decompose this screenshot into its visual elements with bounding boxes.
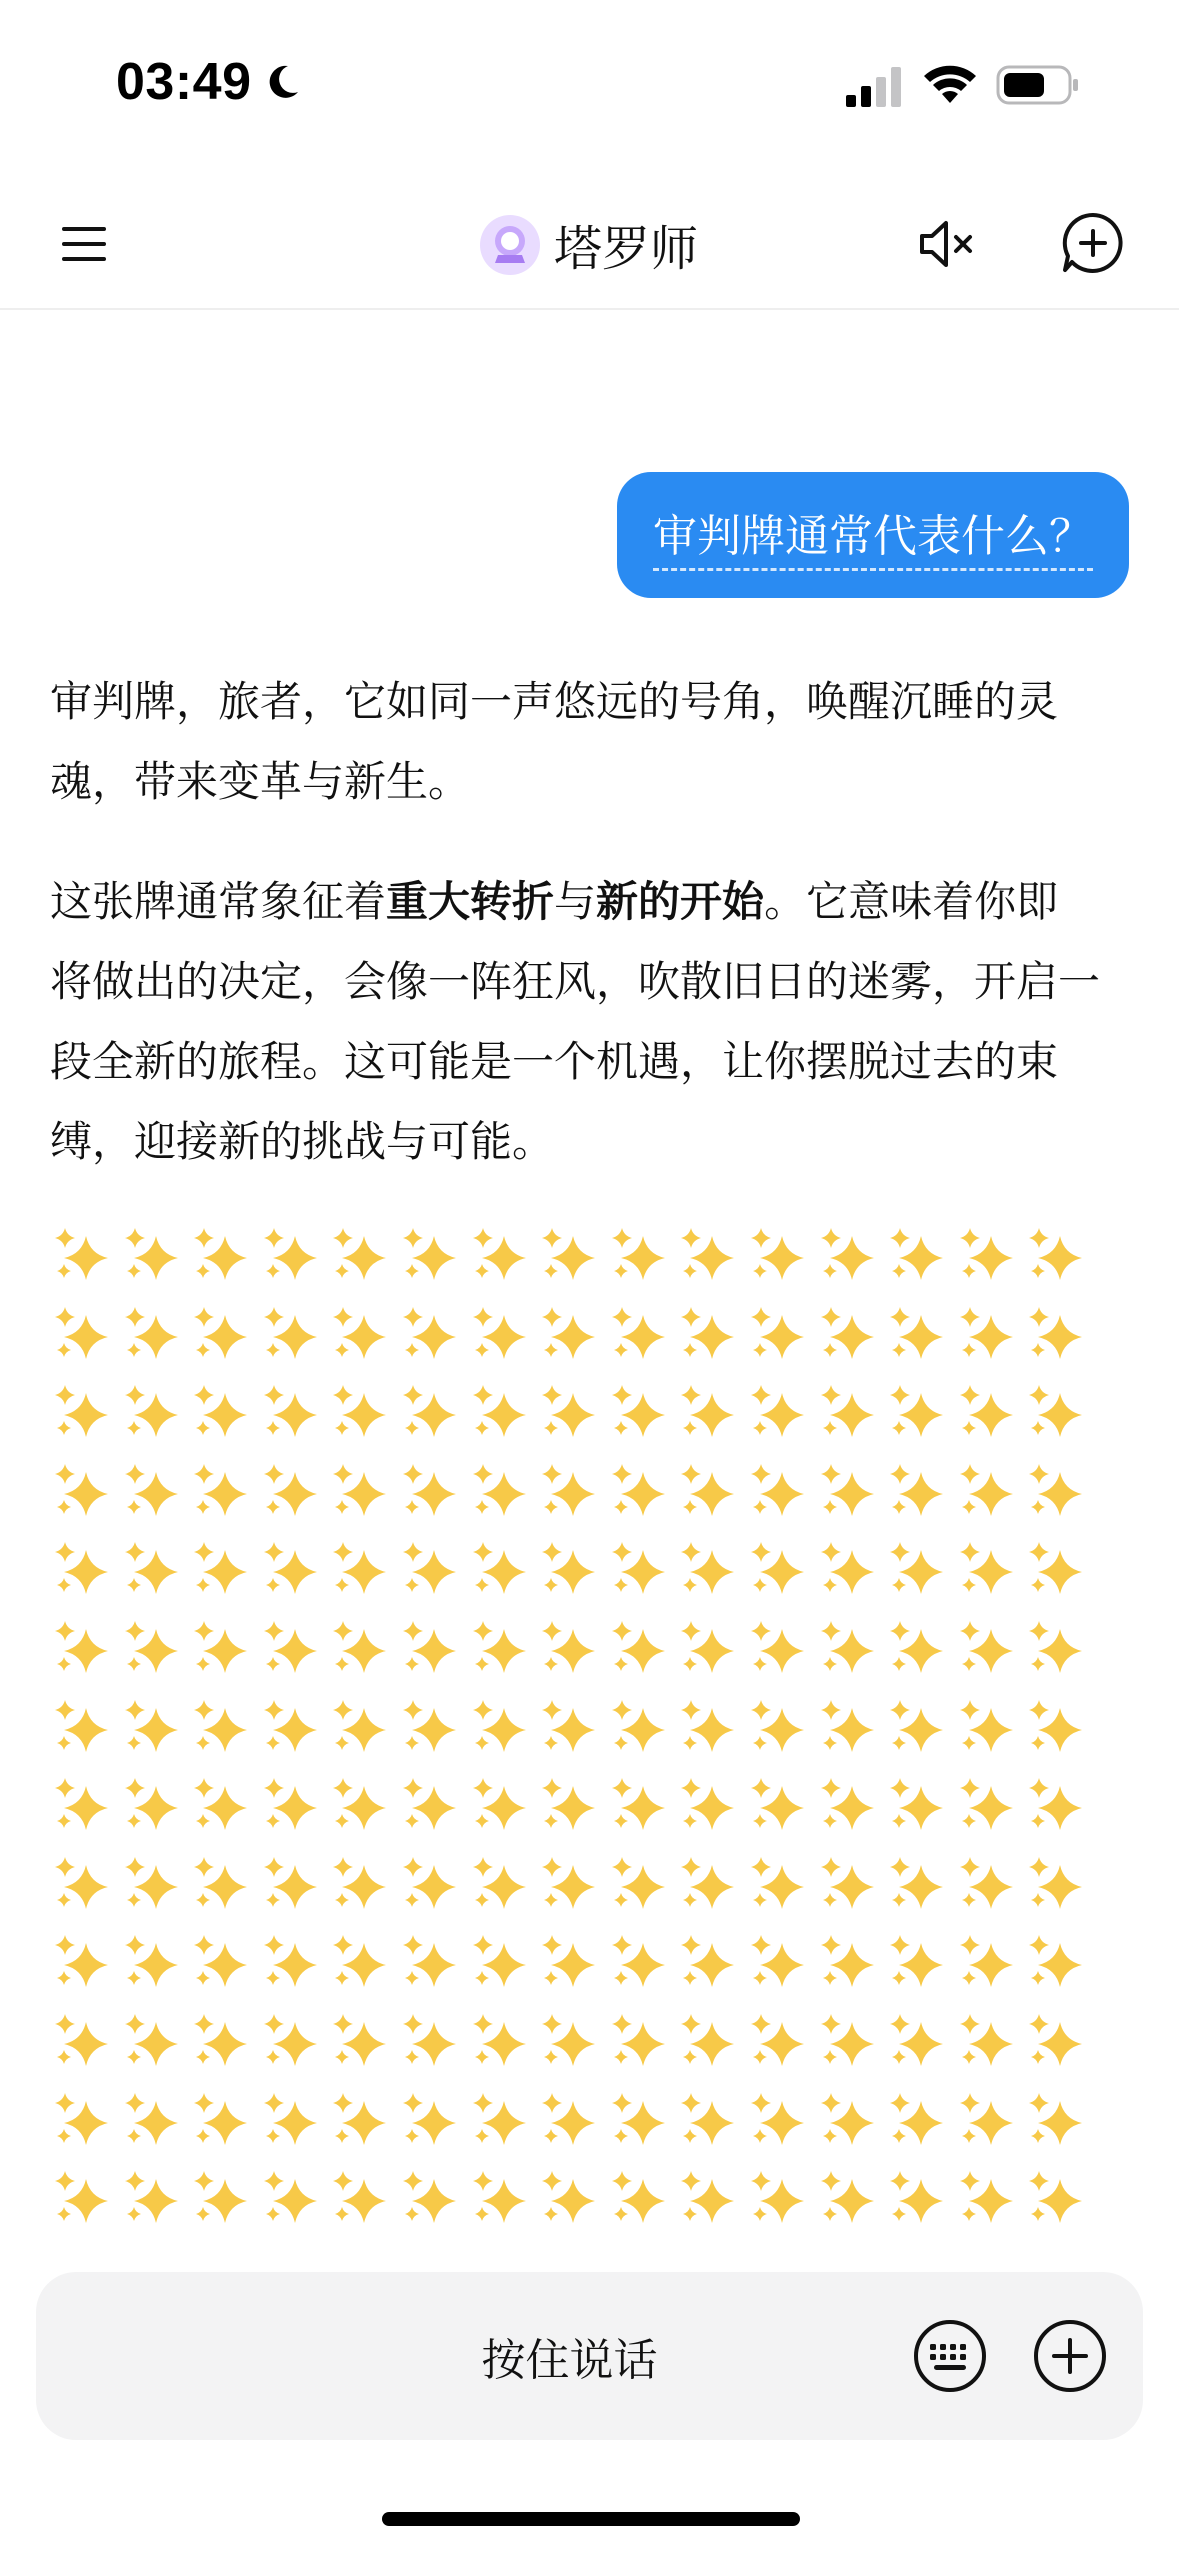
sparkle-icon — [328, 1538, 390, 1600]
sparkle-icon — [885, 1381, 947, 1443]
sparkle-icon — [676, 2167, 738, 2229]
sparkle-icon — [746, 1853, 808, 1915]
sparkle-icon — [885, 1224, 947, 1286]
sparkle-icon — [746, 1617, 808, 1679]
sparkle-icon — [885, 1853, 947, 1915]
sparkle-icon — [50, 1931, 112, 1993]
sparkle-icon — [816, 1538, 878, 1600]
sparkle-icon — [259, 1538, 321, 1600]
sparkle-icon — [885, 1303, 947, 1365]
sparkle-icon — [189, 1224, 251, 1286]
sparkle-icon — [120, 1303, 182, 1365]
sparkle-icon — [398, 1381, 460, 1443]
sparkle-icon — [50, 2010, 112, 2072]
sparkle-icon — [328, 1696, 390, 1758]
sparkle-icon — [120, 1538, 182, 1600]
sparkle-icon — [189, 1303, 251, 1365]
sparkle-icon — [259, 1224, 321, 1286]
sparkle-icon — [955, 1224, 1017, 1286]
sparkle-icon — [676, 2089, 738, 2151]
sparkle-icon — [537, 1381, 599, 1443]
menu-icon[interactable] — [58, 218, 110, 270]
sparkle-icon — [468, 1931, 530, 1993]
sparkle-icon — [676, 1460, 738, 1522]
sparkle-icon — [398, 1460, 460, 1522]
sparkle-icon — [328, 1931, 390, 1993]
sparkle-icon — [259, 1460, 321, 1522]
sparkle-icon — [607, 2167, 669, 2229]
sparkle-icon — [607, 1774, 669, 1836]
sparkle-icon — [537, 1224, 599, 1286]
sparkle-icon — [1024, 2167, 1086, 2229]
sparkle-icon — [955, 1931, 1017, 1993]
sparkle-icon — [537, 2167, 599, 2229]
sparkle-icon — [189, 1853, 251, 1915]
mute-icon[interactable] — [914, 212, 978, 276]
sparkle-icon — [607, 1460, 669, 1522]
sparkle-icon — [607, 1853, 669, 1915]
sparkle-icon — [537, 1696, 599, 1758]
sparkle-icon — [885, 1696, 947, 1758]
wifi-icon — [922, 62, 978, 106]
sparkle-icon — [1024, 1931, 1086, 1993]
sparkle-icon — [120, 1617, 182, 1679]
page-title: 塔罗师 — [554, 221, 699, 277]
sparkle-icon — [676, 2010, 738, 2072]
sparkle-icon — [50, 1696, 112, 1758]
sparkle-icon — [328, 1381, 390, 1443]
sparkle-icon — [816, 2010, 878, 2072]
sparkle-icon — [746, 1931, 808, 1993]
sparkle-icon — [607, 1617, 669, 1679]
sparkle-icon — [746, 2167, 808, 2229]
sparkle-icon — [120, 1381, 182, 1443]
sparkle-icon — [259, 1381, 321, 1443]
crystal-ball-icon — [478, 213, 542, 277]
sparkle-icon — [259, 2089, 321, 2151]
sparkle-icon — [816, 1853, 878, 1915]
sparkle-icon — [120, 1931, 182, 1993]
sparkle-icon — [398, 2089, 460, 2151]
sparkle-icon — [955, 1617, 1017, 1679]
sparkle-icon — [676, 1224, 738, 1286]
sparkle-icon — [607, 1538, 669, 1600]
status-time: 03:49 — [116, 53, 252, 111]
sparkle-icon — [398, 1303, 460, 1365]
sparkle-icon — [189, 2167, 251, 2229]
sparkle-icon — [468, 1381, 530, 1443]
sparkle-icon — [746, 1381, 808, 1443]
sparkle-icon — [537, 2089, 599, 2151]
sparkle-icon — [398, 1853, 460, 1915]
sparkle-icon — [537, 1617, 599, 1679]
sparkle-icon — [259, 2010, 321, 2072]
sparkle-icon — [537, 1538, 599, 1600]
sparkle-icon — [189, 1617, 251, 1679]
sparkle-icon — [398, 1224, 460, 1286]
home-indicator[interactable] — [382, 2512, 800, 2526]
sparkle-icon — [50, 2167, 112, 2229]
sparkle-icon — [816, 1224, 878, 1286]
moon-icon — [262, 62, 302, 102]
sparkle-icon — [885, 2089, 947, 2151]
sparkle-icon — [885, 1774, 947, 1836]
sparkle-icon — [398, 2010, 460, 2072]
sparkle-icon — [468, 2089, 530, 2151]
sparkle-icon — [328, 2089, 390, 2151]
sparkle-icon — [398, 1774, 460, 1836]
reply-text: 这张牌通常象征着 — [50, 877, 387, 926]
sparkle-icon — [955, 1853, 1017, 1915]
sparkle-icon — [50, 1381, 112, 1443]
reply-text: 。它意味着你即将做出的决定，会像一阵狂风，吹散旧日的迷雾，开启一段全新的旅程。这可能是一个机遇，让你摆脱过去的束缚，迎接新的挑战与可能。 — [50, 877, 1101, 1166]
sparkle-icon — [50, 1853, 112, 1915]
sparkle-icon — [1024, 1617, 1086, 1679]
sparkle-icon — [885, 2010, 947, 2072]
app-header — [0, 180, 1179, 310]
sparkle-icon — [189, 1774, 251, 1836]
sparkle-icon — [955, 1774, 1017, 1836]
sparkle-icon — [259, 1931, 321, 1993]
sparkle-icon — [398, 1538, 460, 1600]
sparkle-icon — [468, 1853, 530, 1915]
sparkle-icon — [537, 1460, 599, 1522]
sparkle-icon — [816, 1696, 878, 1758]
sparkle-icon — [120, 2167, 182, 2229]
sparkle-icon — [1024, 2010, 1086, 2072]
sparkle-icon — [676, 1617, 738, 1679]
reply-paragraph-2 — [50, 862, 1100, 1182]
sparkle-icon — [816, 1381, 878, 1443]
sparkle-icon — [607, 2089, 669, 2151]
sparkle-icon — [816, 1931, 878, 1993]
sparkle-icon — [189, 2010, 251, 2072]
sparkle-icon — [398, 1696, 460, 1758]
sparkle-icon — [537, 2010, 599, 2072]
sparkle-icon — [328, 1774, 390, 1836]
sparkle-icon — [885, 1617, 947, 1679]
signal-icon — [846, 67, 904, 107]
sparkle-icon — [537, 1774, 599, 1836]
sparkle-icon — [328, 1224, 390, 1286]
hold-to-talk-label: 按住说话 — [481, 2335, 658, 2386]
sparkle-icon — [189, 2089, 251, 2151]
sparkle-icon — [676, 1696, 738, 1758]
sparkle-icon — [746, 1774, 808, 1836]
sparkle-icon — [120, 1460, 182, 1522]
sparkle-icon — [955, 2010, 1017, 2072]
sparkle-icon — [1024, 1696, 1086, 1758]
reply-bold-text: 重大转折 — [386, 877, 555, 926]
sparkle-icon — [1024, 1460, 1086, 1522]
sparkle-icon — [607, 1303, 669, 1365]
sparkle-icon — [398, 1931, 460, 1993]
sparkle-icon — [50, 1303, 112, 1365]
sparkle-icon — [955, 1381, 1017, 1443]
reply-paragraph-1: 审判牌，旅者，它如同一声悠远的号角，唤醒沉睡的灵魂，带来变革与新生。 — [50, 677, 1059, 806]
sparkle-icon — [468, 1303, 530, 1365]
sparkle-icon — [259, 1303, 321, 1365]
sparkle-icon — [120, 1774, 182, 1836]
sparkle-icon — [955, 1460, 1017, 1522]
status-time-group — [116, 52, 302, 112]
sparkle-icon — [120, 1853, 182, 1915]
sparkle-icon — [328, 2010, 390, 2072]
sparkle-icon — [676, 1853, 738, 1915]
sparkle-icon — [816, 2089, 878, 2151]
sparkle-icon — [1024, 1381, 1086, 1443]
sparkle-icon — [468, 1696, 530, 1758]
sparkle-icon — [607, 1931, 669, 1993]
status-bar — [0, 0, 1179, 180]
keyboard-icon[interactable] — [912, 2318, 988, 2394]
sparkle-icon — [120, 1224, 182, 1286]
sparkle-icon — [328, 1853, 390, 1915]
sparkle-icon — [468, 1224, 530, 1286]
sparkle-icon — [746, 1696, 808, 1758]
sparkle-icon — [1024, 1853, 1086, 1915]
sparkle-icon — [885, 1460, 947, 1522]
sparkle-icon — [537, 1853, 599, 1915]
sparkle-icon — [50, 1224, 112, 1286]
plus-icon[interactable] — [1032, 2318, 1108, 2394]
new-chat-icon[interactable] — [1060, 210, 1126, 276]
sparkle-icon — [468, 2010, 530, 2072]
sparkle-icon — [816, 1617, 878, 1679]
sparkle-icon — [50, 2089, 112, 2151]
sparkle-icon — [468, 1774, 530, 1836]
reply-text: 与 — [554, 877, 597, 926]
sparkle-icon — [607, 1381, 669, 1443]
sparkle-icon — [50, 1774, 112, 1836]
sparkle-icon — [1024, 1224, 1086, 1286]
header-title-group[interactable] — [478, 210, 698, 279]
sparkle-icon — [746, 1460, 808, 1522]
sparkle-icon — [259, 1774, 321, 1836]
sparkle-icon — [746, 2010, 808, 2072]
sparkle-icon — [816, 2167, 878, 2229]
sparkle-icon — [676, 1931, 738, 1993]
sparkle-icon — [259, 1696, 321, 1758]
sparkle-icon — [328, 1460, 390, 1522]
sparkle-icon — [676, 1381, 738, 1443]
sparkle-icon — [955, 1696, 1017, 1758]
sparkle-icon — [746, 1538, 808, 1600]
sparkle-icon — [607, 1224, 669, 1286]
sparkle-icon — [189, 1460, 251, 1522]
sparkle-icon — [1024, 1303, 1086, 1365]
sparkle-icon — [50, 1538, 112, 1600]
sparkle-icon — [816, 1303, 878, 1365]
sparkle-icon — [607, 2010, 669, 2072]
sparkle-icon — [955, 2089, 1017, 2151]
sparkle-icon — [189, 1931, 251, 1993]
sparkle-icon — [328, 1303, 390, 1365]
sparkle-icon — [328, 2167, 390, 2229]
sparkle-icon — [468, 1617, 530, 1679]
sparkle-icon — [189, 1381, 251, 1443]
sparkle-icon — [607, 1696, 669, 1758]
sparkle-icon — [885, 2167, 947, 2229]
sparkle-icon — [746, 1303, 808, 1365]
input-bar — [36, 2272, 1143, 2440]
user-message-bubble[interactable] — [617, 472, 1129, 598]
user-message-text: 审判牌通常代表什么？ — [653, 500, 1093, 571]
sparkle-icon — [259, 2167, 321, 2229]
sparkle-icon — [1024, 2089, 1086, 2151]
assistant-reply — [50, 662, 1100, 1222]
sparkle-icon — [676, 1538, 738, 1600]
sparkle-icon — [259, 1853, 321, 1915]
sparkle-icon — [1024, 1774, 1086, 1836]
sparkle-icon — [468, 1538, 530, 1600]
sparkle-icon — [468, 2167, 530, 2229]
battery-icon — [996, 64, 1080, 106]
sparkle-icon — [676, 1774, 738, 1836]
sparkle-icon — [746, 1224, 808, 1286]
sparkle-icon — [328, 1617, 390, 1679]
sparkle-icon — [537, 1303, 599, 1365]
sparkle-icon — [537, 1931, 599, 1993]
sparkle-icon — [50, 1460, 112, 1522]
sparkles-grid — [50, 1224, 1100, 2224]
sparkle-icon — [816, 1774, 878, 1836]
sparkle-icon — [955, 1538, 1017, 1600]
sparkle-icon — [189, 1538, 251, 1600]
sparkle-icon — [1024, 1538, 1086, 1600]
sparkle-icon — [885, 1931, 947, 1993]
sparkle-icon — [955, 1303, 1017, 1365]
sparkle-icon — [398, 1617, 460, 1679]
sparkle-icon — [676, 1303, 738, 1365]
sparkle-icon — [120, 2010, 182, 2072]
sparkle-icon — [746, 2089, 808, 2151]
sparkle-icon — [955, 2167, 1017, 2229]
sparkle-icon — [468, 1460, 530, 1522]
sparkle-icon — [189, 1696, 251, 1758]
sparkle-icon — [885, 1538, 947, 1600]
sparkle-icon — [398, 2167, 460, 2229]
sparkle-icon — [816, 1460, 878, 1522]
reply-bold-text: 新的开始 — [596, 877, 765, 926]
sparkle-icon — [50, 1617, 112, 1679]
sparkle-icon — [120, 2089, 182, 2151]
sparkle-icon — [120, 1696, 182, 1758]
sparkle-icon — [259, 1617, 321, 1679]
